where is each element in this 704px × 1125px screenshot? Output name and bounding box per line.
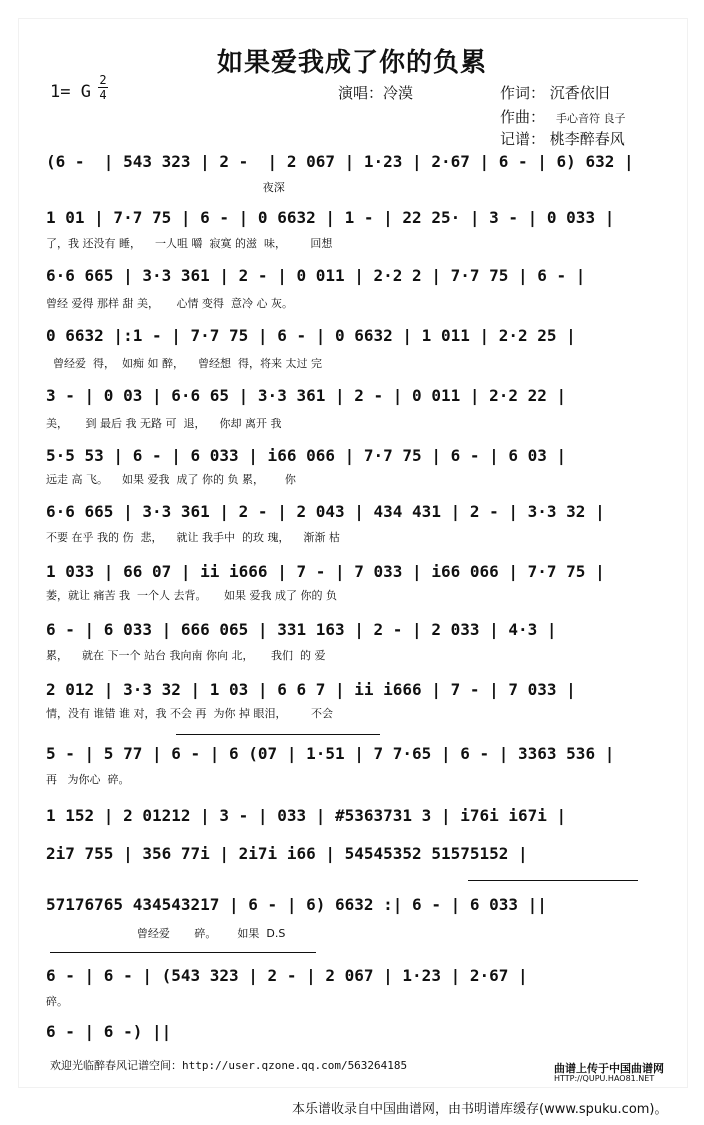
lyric-row-2: 了，我 还没有 睡， 一人咀 嚼 寂寞 的滋 味， 回想 — [46, 237, 333, 250]
score-row-8: 1 033 | 66 07 | ii i666 | 7 - | 7 033 | i66 066 | 7·7 75 | — [46, 562, 605, 581]
time-bottom: 4 — [99, 88, 107, 102]
time-top: 2 — [99, 73, 107, 87]
score-row-2: 1 01 | 7·7 75 | 6 - | 0 6632 | 1 - | 22 25· | 3 - | 0 033 | — [46, 208, 615, 227]
score-row-1: (6 - | 543 323 | 2 - | 2 067 | 1·23 | 2·67 | 6 - | 6) 632 | — [46, 152, 634, 171]
score-row-14: 57176765 434543217 | 6 - | 6) 6632 :| 6 - | 6 033 || — [46, 895, 547, 914]
singer-credit: 演唱：冷漠 — [338, 84, 414, 102]
upload-source: 曲谱上传于中国曲谱网 — [554, 1062, 664, 1075]
lyric-row-15: 碎。 — [46, 995, 68, 1008]
score-row-6: 5·5 53 | 6 - | 6 033 | i66 066 | 7·7 75 | 6 - | 6 03 | — [46, 446, 567, 465]
score-row-4: 0 6632 |:1 - | 7·7 75 | 6 - | 0 6632 | 1 011 | 2·2 25 | — [46, 326, 576, 345]
time-signature — [98, 74, 108, 101]
upload-site-link[interactable]: HTTP://QUPU.HAO81.NET — [554, 1074, 655, 1083]
score-row-3: 6·6 665 | 3·3 361 | 2 - | 0 011 | 2·2 2 | 7·7 75 | 6 - | — [46, 266, 586, 285]
score-row-11: 5 - | 5 77 | 6 - | 6 (07 | 1·51 | 7 7·65 | 6 - | 3363 536 | — [46, 744, 615, 763]
score-row-13: 2i7 755 | 356 77i | 2i7i i66 | 54545352 51575152 | — [46, 844, 528, 863]
second-ending-bracket — [468, 880, 638, 881]
lyric-row-4: 曾经爱 得， 如痴 如 醉， 曾经想 得，将来 太过 完 — [46, 357, 322, 370]
transcriber-credit: 记谱： 桃李醉春风 — [500, 130, 625, 148]
song-title: 如果爱我成了你的负累 — [216, 48, 487, 78]
transcriber-site-link[interactable]: 欢迎光临醉春风记谱空间：http://user.qzone.qq.com/563264185 — [50, 1059, 408, 1072]
score-row-12: 1 152 | 2 01212 | 3 - | 033 | #5363731 3 | i76i i67i | — [46, 806, 567, 825]
score-row-9: 6 - | 6 033 | 666 065 | 331 163 | 2 - | 2 033 | 4·3 | — [46, 620, 557, 639]
lyric-row-14: 曾经爱 碎。 如果 D.S — [46, 927, 286, 940]
lyric-row-1: 夜深 — [46, 181, 285, 194]
score-row-16: 6 - | 6 -) || — [46, 1022, 172, 1041]
third-ending-bracket — [50, 952, 316, 953]
score-row-15: 6 - | 6 - | (543 323 | 2 - | 2 067 | 1·23 | 2·67 | — [46, 966, 528, 985]
score-row-5: 3 - | 0 03 | 6·6 65 | 3·3 361 | 2 - | 0 011 | 2·2 22 | — [46, 386, 567, 405]
ending-bracket — [176, 734, 380, 735]
lyric-row-11: 再 为你心 碎。 — [46, 773, 130, 786]
lyric-row-10: 情，没有 谁错 谁 对，我 不会 再 为你 掉 眼泪， 不会 — [46, 707, 333, 720]
score-row-7: 6·6 665 | 3·3 361 | 2 - | 2 043 | 434 431 | 2 - | 3·3 32 | — [46, 502, 605, 521]
lyric-row-7: 不要 在乎 我的 伤 悲， 就让 我手中 的玫 瑰， 渐渐 枯 — [46, 531, 340, 544]
key-signature: 1= G — [50, 82, 91, 102]
lyric-row-6: 远走 高 飞。 如果 爱我 成了 你的 负 累， 你 — [46, 473, 296, 486]
lyricist-credit: 作词： 沉香依旧 — [500, 84, 610, 102]
lyric-row-9: 累， 就在 下一个 站台 我向南 你向 北， 我们 的 爱 — [46, 649, 326, 662]
lyric-row-5: 美， 到 最后 我 无路 可 退， 你却 离开 我 — [46, 417, 282, 430]
score-row-10: 2 012 | 3·3 32 | 1 03 | 6 6 7 | ii i666 | 7 - | 7 033 | — [46, 680, 576, 699]
lyric-row-3: 曾经 爱得 那样 甜 美， 心情 变得 意冷 心 灰。 — [46, 297, 293, 310]
composer-credit: 手心音符 良子 — [556, 112, 626, 125]
lyric-row-8: 萎，就让 痛苦 我 一个人 去背。 如果 爱我 成了 你的 负 — [46, 589, 337, 602]
composer-label: 作曲： — [500, 108, 546, 126]
cache-credit: 本乐谱收录自中国曲谱网，由书明谱库缓存(www.spuku.com)。 — [292, 1102, 668, 1117]
